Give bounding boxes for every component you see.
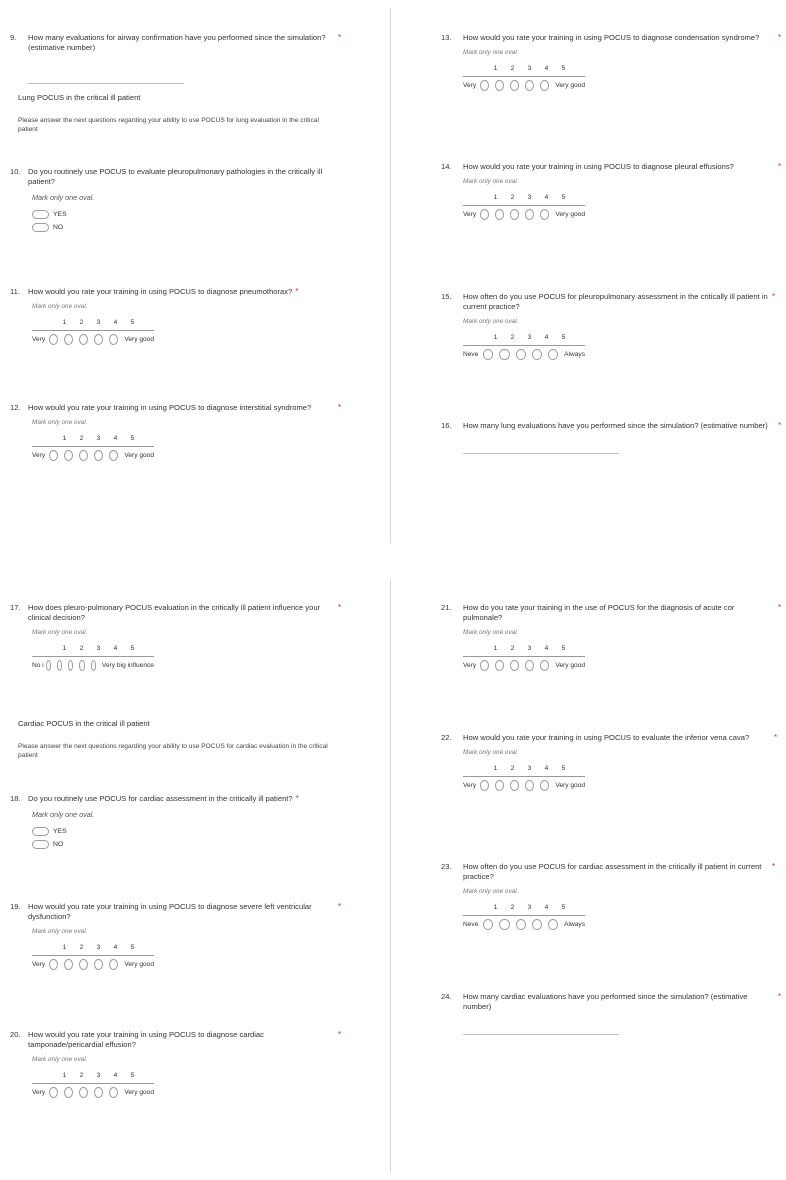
scale-low-label: Neve: [463, 921, 479, 928]
question-number: 22.: [441, 733, 452, 742]
scale-high-label: Always: [564, 351, 586, 358]
scale-oval-3[interactable]: [510, 780, 519, 791]
required-asterisk: *: [778, 162, 782, 171]
linear-scale: 1 2 3 4 5 Very Very good: [463, 645, 586, 669]
scale-oval-4[interactable]: [525, 780, 534, 791]
question-22: [441, 733, 786, 791]
scale-oval-3[interactable]: [516, 349, 526, 360]
scale-high-label: Very good: [555, 82, 586, 89]
linear-scale: 1 2 3 4 5 Very Very good: [463, 765, 586, 789]
scale-oval-3[interactable]: [68, 660, 73, 671]
scale-oval-1[interactable]: [480, 80, 489, 91]
question-number: 12.: [10, 403, 21, 412]
hint-text: Mark only one oval.: [32, 193, 95, 202]
question-text: Do you routinely use POCUS for cardiac assessment in the critically ill patient?: [28, 794, 293, 803]
question-17: [10, 603, 380, 671]
scale-oval-3[interactable]: [79, 334, 88, 345]
section-title: Lung POCUS in the critical ill patient: [18, 93, 141, 102]
required-asterisk: *: [772, 292, 776, 301]
question-11: [10, 287, 380, 345]
question-number: 16.: [441, 421, 452, 430]
section-lung-header: [0, 93, 380, 134]
scale-oval-1[interactable]: [49, 1087, 58, 1098]
section-description: Please answer the next questions regarding your ability to use POCUS for cardiac evaluation in the critical patient: [18, 743, 328, 759]
scale-high-label: Very big influence: [101, 662, 154, 669]
question-text: How would you rate your training in using POCUS to diagnose pleural effusions?: [463, 162, 734, 171]
question-12: [10, 403, 380, 461]
question-21: [441, 603, 786, 671]
scale-oval-5[interactable]: [540, 80, 549, 91]
scale-oval-5[interactable]: [91, 660, 96, 671]
option-label: YES: [53, 828, 67, 835]
scale-oval-5[interactable]: [540, 209, 549, 220]
linear-scale: 1 2 3 4 5 Neve Always: [463, 904, 586, 928]
radio-option-no[interactable]: [32, 223, 380, 232]
required-asterisk: *: [778, 421, 782, 430]
scale-oval-2[interactable]: [499, 349, 509, 360]
radio-oval[interactable]: [32, 840, 49, 849]
question-15: [441, 292, 786, 360]
scale-oval-5[interactable]: [540, 660, 549, 671]
question-number: 17.: [10, 603, 21, 612]
question-14: [441, 162, 786, 220]
scale-oval-4[interactable]: [94, 450, 103, 461]
hint-text: Mark only one oval.: [463, 178, 519, 185]
scale-oval-3[interactable]: [510, 80, 519, 91]
hint-text: Mark only one oval.: [32, 928, 88, 935]
question-text: How would you rate your training in using POCUS to diagnose cardiac tamponade/pericardial effusion?: [28, 1030, 264, 1049]
scale-oval-3[interactable]: [79, 959, 88, 970]
linear-scale: 1 2 3 4 5 Very Very good: [32, 435, 155, 459]
scale-oval-2[interactable]: [495, 80, 504, 91]
scale-low-label: Neve: [463, 351, 479, 358]
hint-text: Mark only one oval.: [32, 1056, 88, 1063]
required-asterisk: *: [338, 403, 342, 412]
scale-high-label: Always: [564, 921, 586, 928]
column-divider: [390, 580, 391, 1172]
question-text: How would you rate your training in using POCUS to evaluate the inferior vena cava?: [463, 733, 750, 742]
required-asterisk: *: [778, 33, 782, 42]
scale-oval-1[interactable]: [49, 959, 58, 970]
question-number: 23.: [441, 862, 452, 871]
question-19: [10, 902, 380, 970]
scale-oval-4[interactable]: [94, 334, 103, 345]
question-13: [441, 33, 786, 91]
scale-oval-2[interactable]: [495, 209, 504, 220]
scale-oval-3[interactable]: [516, 919, 526, 930]
short-answer-input[interactable]: [463, 445, 619, 454]
scale-oval-1[interactable]: [49, 334, 58, 345]
hint-text: Mark only one oval.: [463, 749, 519, 756]
radio-oval[interactable]: [32, 223, 49, 232]
scale-low-label: Very: [463, 82, 477, 89]
question-9: [10, 33, 380, 84]
question-number: 13.: [441, 33, 452, 42]
scale-oval-1[interactable]: [46, 660, 51, 671]
scale-oval-2[interactable]: [495, 660, 504, 671]
hint-text: Mark only one oval.: [463, 49, 519, 56]
scale-oval-1[interactable]: [483, 919, 493, 930]
question-16: [441, 421, 786, 454]
scale-oval-1[interactable]: [480, 780, 489, 791]
section-cardiac-header: [0, 719, 380, 760]
hint-text: Mark only one oval.: [463, 629, 519, 636]
scale-oval-4[interactable]: [94, 1087, 103, 1098]
question-number: 24.: [441, 992, 452, 1001]
question-number: 18.: [10, 794, 21, 803]
hint-text: Mark only one oval.: [463, 318, 519, 325]
question-number: 9.: [10, 33, 17, 42]
question-number: 21.: [441, 603, 452, 612]
question-text: How would you rate your training in using POCUS to diagnose interstitial syndrome?: [28, 403, 312, 412]
required-asterisk: *: [774, 733, 778, 742]
scale-oval-4[interactable]: [525, 209, 534, 220]
required-asterisk: *: [778, 603, 782, 612]
required-asterisk: *: [295, 287, 299, 296]
scale-oval-3[interactable]: [510, 660, 519, 671]
scale-oval-5[interactable]: [540, 780, 549, 791]
question-text: How many lung evaluations have you performed since the simulation? (estimative number): [463, 421, 768, 430]
linear-scale: 1 2 3 4 5 Very Very good: [32, 944, 155, 968]
question-number: 15.: [441, 292, 452, 301]
scale-oval-2[interactable]: [64, 450, 73, 461]
scale-oval-2[interactable]: [499, 919, 509, 930]
question-number: 19.: [10, 902, 21, 911]
scale-high-label: Very good: [555, 782, 586, 789]
column-divider: [390, 8, 391, 543]
scale-low-label: Very: [463, 211, 477, 218]
linear-scale: 1 2 3 4 5 No i Very big influence: [32, 645, 154, 669]
section-description: Please answer the next questions regarding your ability to use POCUS for lung evaluation in the critical patient: [18, 117, 319, 133]
question-24: [441, 992, 786, 1035]
scale-oval-5[interactable]: [109, 959, 118, 970]
scale-oval-2[interactable]: [64, 334, 73, 345]
scale-high-label: Very good: [555, 211, 586, 218]
scale-low-label: Very: [463, 782, 477, 789]
scale-high-label: Very good: [124, 1089, 155, 1096]
scale-oval-5[interactable]: [548, 919, 558, 930]
question-23: [441, 862, 786, 930]
radio-oval[interactable]: [32, 827, 49, 836]
hint-text: Mark only one oval.: [463, 888, 519, 895]
scale-oval-2[interactable]: [64, 1087, 73, 1098]
hint-text: Mark only one oval.: [32, 303, 88, 310]
radio-option-yes[interactable]: [32, 210, 380, 219]
short-answer-input[interactable]: [28, 75, 184, 84]
linear-scale: 1 2 3 4 5 Very Very good: [32, 1072, 155, 1096]
form-page-bottom: [0, 580, 786, 1180]
scale-low-label: Very: [32, 961, 46, 968]
scale-oval-2[interactable]: [64, 959, 73, 970]
option-label: NO: [53, 224, 64, 231]
required-asterisk: *: [778, 992, 782, 1001]
question-text: How would you rate your training in using POCUS to diagnose severe left ventricular dysfunction?: [28, 902, 312, 921]
scale-oval-4[interactable]: [525, 660, 534, 671]
scale-oval-3[interactable]: [79, 450, 88, 461]
required-asterisk: *: [772, 862, 776, 871]
scale-oval-4[interactable]: [532, 349, 542, 360]
form-page-top: [0, 0, 786, 560]
scale-oval-4[interactable]: [525, 80, 534, 91]
question-text: Do you routinely use POCUS to evaluate pleuropulmonary pathologies in the critically ill patient?: [28, 167, 323, 186]
scale-low-label: Very: [463, 662, 477, 669]
option-label: NO: [53, 841, 64, 848]
scale-high-label: Very good: [124, 336, 155, 343]
scale-oval-3[interactable]: [79, 1087, 88, 1098]
linear-scale: 1 2 3 4 5 Neve Always: [463, 334, 586, 358]
short-answer-input[interactable]: [463, 1026, 619, 1035]
radio-oval[interactable]: [32, 210, 49, 219]
section-title: Cardiac POCUS in the critical ill patient: [18, 719, 150, 728]
scale-oval-5[interactable]: [548, 349, 558, 360]
scale-low-label: Very: [32, 1089, 46, 1096]
question-18: [10, 794, 380, 849]
scale-numbers: 1 2 3 4 5: [62, 319, 135, 326]
required-asterisk: *: [295, 794, 299, 803]
scale-high-label: Very good: [124, 452, 155, 459]
scale-low-label: Very: [32, 336, 46, 343]
question-text: How often do you use POCUS for pleuropulmonary assessment in the critically ill patient in current practice?: [463, 292, 768, 311]
scale-low-label: Very: [32, 452, 46, 459]
question-number: 14.: [441, 162, 452, 171]
question-10: [10, 167, 380, 232]
scale-oval-2[interactable]: [495, 780, 504, 791]
question-text: How does pleuro-pulmonary POCUS evaluation in the critically ill patient influence your clinical decision?: [28, 603, 321, 622]
scale-oval-5[interactable]: [109, 334, 118, 345]
linear-scale: 1 2 3 4 5 Very Very good: [463, 194, 586, 218]
required-asterisk: *: [338, 1030, 342, 1039]
scale-oval-5[interactable]: [109, 450, 118, 461]
scale-oval-1[interactable]: [49, 450, 58, 461]
scale-oval-3[interactable]: [510, 209, 519, 220]
question-number: 20.: [10, 1030, 21, 1039]
radio-option-yes[interactable]: [32, 827, 380, 836]
scale-oval-2[interactable]: [57, 660, 62, 671]
required-asterisk: *: [338, 902, 342, 911]
question-text: How often do you use POCUS for cardiac assessment in the critically ill patient in current practice?: [463, 862, 762, 881]
scale-high-label: Very good: [555, 662, 586, 669]
question-text: How many cardiac evaluations have you performed since the simulation? (estimative number): [463, 992, 748, 1011]
scale-oval-1[interactable]: [480, 209, 489, 220]
scale-high-label: Very good: [124, 961, 155, 968]
question-number: 10.: [10, 167, 21, 176]
linear-scale: 1 2 3 4 5 Very Very good: [463, 65, 586, 89]
option-label: YES: [53, 211, 67, 218]
scale-oval-1[interactable]: [480, 660, 489, 671]
radio-option-no[interactable]: [32, 840, 380, 849]
required-asterisk: *: [338, 33, 342, 42]
hint-text: Mark only one oval.: [32, 629, 88, 636]
scale-oval-4[interactable]: [532, 919, 542, 930]
scale-oval-4[interactable]: [79, 660, 84, 671]
required-asterisk: *: [338, 603, 342, 612]
question-20: [10, 1030, 380, 1098]
hint-text: Mark only one oval.: [32, 810, 95, 819]
scale-oval-1[interactable]: [483, 349, 493, 360]
scale-oval-4[interactable]: [94, 959, 103, 970]
question-text: How would you rate your training in using POCUS to diagnose pneumothorax?: [28, 287, 293, 296]
question-number: 11.: [10, 287, 20, 296]
scale-oval-5[interactable]: [109, 1087, 118, 1098]
question-text: How many evaluations for airway confirmation have you performed since the simulation? (estimative number): [28, 33, 326, 52]
question-text: How would you rate your training in using POCUS to diagnose condensation syndrome?: [463, 33, 760, 42]
hint-text: Mark only one oval.: [32, 419, 88, 426]
scale-low-label: No i: [32, 662, 44, 669]
linear-scale: [32, 319, 154, 345]
question-text: How do you rate your training in the use of POCUS for the diagnosis of acute cor pulmonale?: [463, 603, 735, 622]
